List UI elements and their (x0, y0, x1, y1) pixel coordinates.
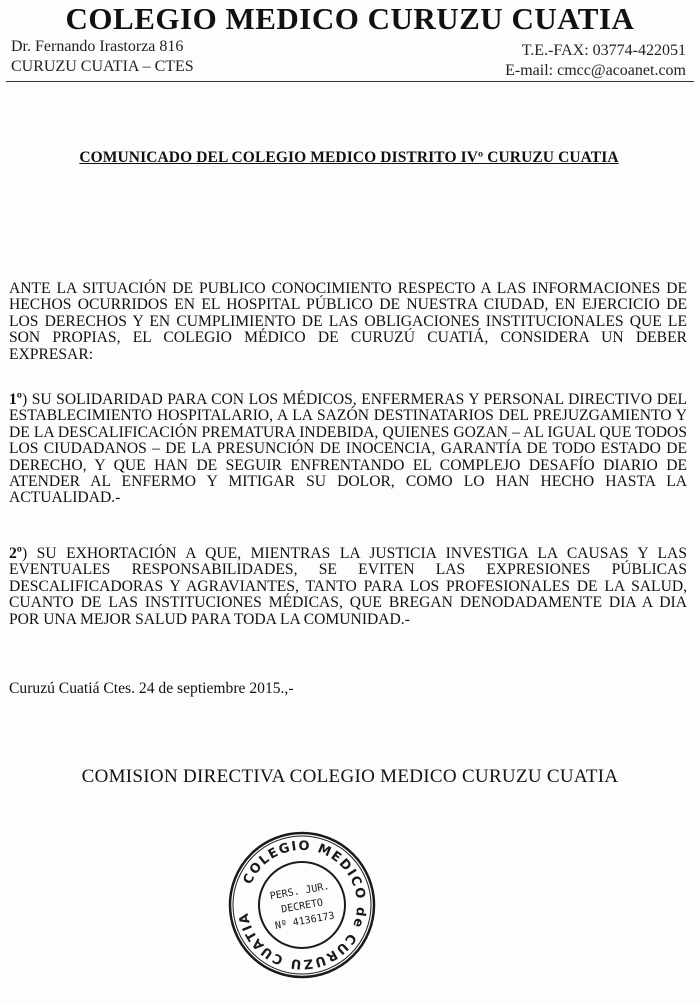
letterhead-address (11, 37, 194, 77)
seal-line-3: Nº 4136173 (274, 910, 336, 932)
signature-line: COMISION DIRECTIVA COLEGIO MEDICO CURUZU CUATIA (81, 766, 619, 787)
letterhead-divider (6, 81, 694, 82)
intro-paragraph: ANTE LA SITUACIÓN DE PUBLICO CONOCIMIENTO RESPECTO A LAS INFORMACIONES DE HECHOS OCURRIDOS EN EL HOSPITAL PÚBLICO DE NUESTRA CIUDAD, EN EJERCICIO DE LOS DERECHOS Y EN CUMPLIMIENTO DE LAS OBLIGACIONES INSTITUCIONALES QUE LE SON PROPIAS, EL COLEGIO MÉDICO DE CURUZÚ CUATIÁ, CONSIDERA UN DEBER EXPRESAR: (9, 280, 687, 363)
seal-ring-textpath: COLEGIO MEDICO de CURUZU CUATIA (236, 838, 369, 972)
point-2-text: ) SU EXHORTACIÓN A QUE, MIENTRAS LA JUSTICIA INVESTIGA LA CAUSAS Y LAS EVENTUALES RESPONSABILIDADES, SE EVITEN LAS EXPRESIONES PÚBLICAS DESCALIFICADORAS Y AGRAVIANTES, TANTO PARA LOS PROFESIONALES DE LA SALUD, CUANTO DE LAS INSTITUCIONES MÉDICAS, QUE BREGAN DENODADAMENTE DIA A DIA POR UNA MEJOR SALUD PARA TODA LA COMUNIDAD.- (9, 545, 687, 628)
address-street: Dr. Fernando Irastorza 816 (11, 38, 184, 55)
point-1-paragraph (9, 392, 687, 507)
contact-phone: T.E.-FAX: 03774-422051 (521, 42, 686, 59)
letterhead-title: COLEGIO MEDICO CURUZU CUATIA (65, 1, 635, 36)
letterhead-contact (505, 41, 686, 81)
address-city: CURUZU CUATIA – CTES (11, 58, 194, 75)
contact-email: E-mail: cmcc@acoanet.com (505, 62, 686, 79)
place-and-date: Curuzú Cuatiá Ctes. 24 de septiembre 2015.,- (9, 680, 294, 697)
point-1-number: 1º (9, 391, 22, 408)
point-2-paragraph (9, 546, 687, 628)
point-1-text: ) SU SOLIDARIDAD PARA CON LOS MÉDICOS, ENFERMERAS Y PERSONAL DIRECTIVO DEL ESTABLECIMIENTO HOSPITALARIO, A LA SAZÓN DESTINATARIOS DEL PREJUZGAMIENTO Y DE LA DESCALIFICACIÓN PREMATURA INDEBIDA, QUIENES GOZAN – AL IGUAL QUE TODOS LOS CIUDADANOS – DE LA PRESUNCIÓN DE INOCENCIA, GARANTÍA DE TODO ESTADO DE DERECHO, Y QUE HAN DE SEGUIR ENFRENTANDO EL COMPLEJO DESAFÍO DIARIO DE ATENDER AL ENFERMO Y MITIGAR SU DOLOR, COMO LO HAN HECHO HASTA LA ACTUALIDAD.- (9, 391, 687, 507)
point-2-number: 2º (9, 545, 22, 562)
seal-line-1: PERS. JUR. (269, 881, 331, 903)
seal-graphic (226, 829, 378, 981)
document-title: COMUNICADO DEL COLEGIO MEDICO DISTRITO IVº CURUZU CUATIA (79, 149, 619, 166)
official-seal-stamp (226, 829, 378, 981)
seal-line-2: DECRETO (280, 897, 324, 916)
